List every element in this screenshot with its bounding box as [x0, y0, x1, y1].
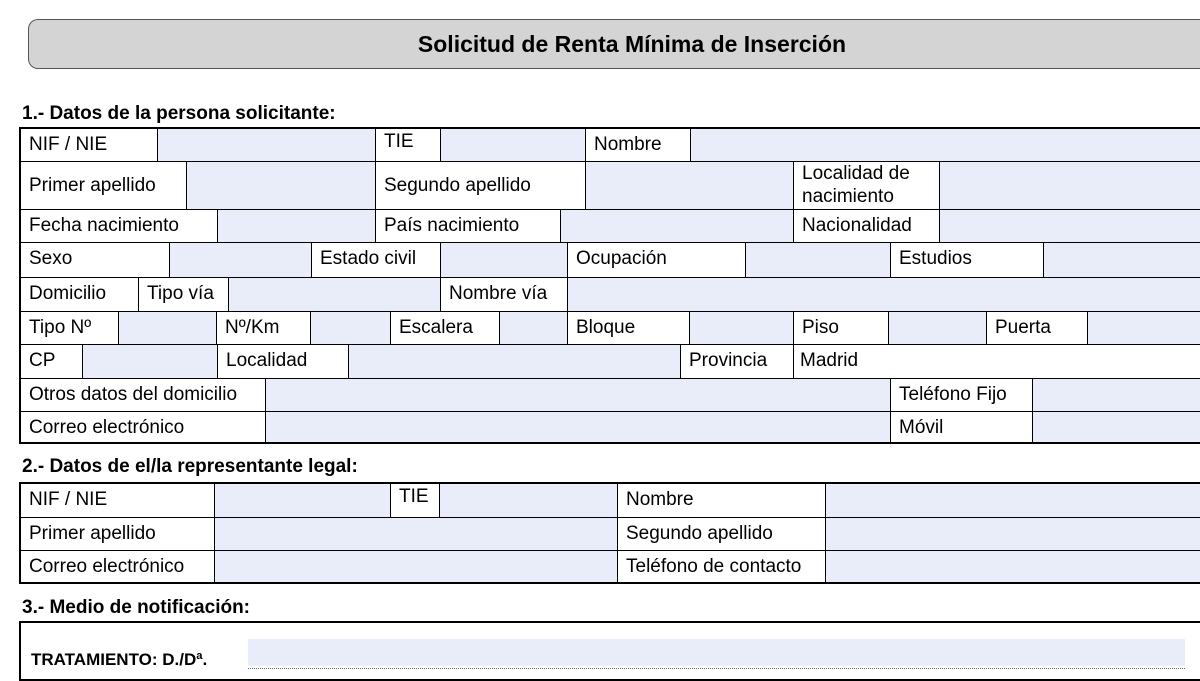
rep-telefono-contacto-field[interactable] — [826, 551, 1200, 582]
bloque-field[interactable] — [690, 312, 794, 345]
rep-label-segundo-apellido: Segundo apellido — [618, 518, 826, 551]
cp-field[interactable] — [83, 345, 218, 379]
label-tie: TIE — [376, 129, 441, 162]
tipo-n-field[interactable] — [119, 312, 217, 345]
label-nacionalidad: Nacionalidad — [794, 210, 940, 243]
label-fecha-nacimiento: Fecha nacimiento — [21, 210, 218, 243]
label-nombre-via: Nombre vía — [441, 278, 568, 312]
fecha-nacimiento-field[interactable] — [218, 210, 376, 243]
movil-field[interactable] — [1033, 412, 1200, 442]
rep-label-nif-nie: NIF / NIE — [21, 484, 215, 518]
piso-field[interactable] — [889, 312, 987, 345]
rep-tie-field[interactable] — [440, 484, 618, 518]
n-km-field[interactable] — [311, 312, 391, 345]
tie-field[interactable] — [441, 129, 586, 162]
provincia-field[interactable]: Madrid — [794, 345, 1200, 379]
tipo-via-field[interactable] — [229, 278, 441, 312]
label-tipo-n: Tipo Nº — [21, 312, 119, 345]
tratamiento-underline — [248, 668, 1185, 669]
section-2-table — [19, 482, 1200, 584]
otros-datos-field[interactable] — [266, 379, 891, 412]
estudios-field[interactable] — [1044, 243, 1200, 278]
label-localidad-nacimiento: Localidad de nacimiento — [794, 162, 940, 210]
rep-correo-field[interactable] — [215, 551, 618, 582]
rep-label-primer-apellido: Primer apellido — [21, 518, 215, 551]
escalera-field[interactable] — [500, 312, 568, 345]
label-escalera: Escalera — [391, 312, 500, 345]
label-movil: Móvil — [891, 412, 1033, 442]
label-otros-datos: Otros datos del domicilio — [21, 379, 266, 412]
localidad-field[interactable] — [349, 345, 681, 379]
rep-nif-nie-field[interactable] — [215, 484, 391, 518]
label-domicilio: Domicilio — [21, 278, 139, 312]
label-ocupacion: Ocupación — [568, 243, 746, 278]
ocupacion-field[interactable] — [746, 243, 891, 278]
label-telefono-fijo: Teléfono Fijo — [891, 379, 1033, 412]
label-tipo-via: Tipo vía — [139, 278, 229, 312]
estado-civil-field[interactable] — [441, 243, 568, 278]
pais-nacimiento-field[interactable] — [561, 210, 794, 243]
nif-nie-field[interactable] — [158, 129, 376, 162]
label-n-km: Nº/Km — [217, 312, 311, 345]
rep-segundo-apellido-field[interactable] — [826, 518, 1200, 551]
nombre-field[interactable] — [691, 129, 1200, 162]
rep-label-tie: TIE — [391, 484, 440, 518]
section-1-table — [19, 127, 1200, 444]
rep-label-correo: Correo electrónico — [21, 551, 215, 582]
section-1-heading: 1.- Datos de la persona solicitante: — [22, 103, 336, 124]
tratamiento-label: TRATAMIENTO: D./Dª. — [31, 650, 208, 669]
rep-nombre-field[interactable] — [826, 484, 1200, 518]
label-estudios: Estudios — [891, 243, 1044, 278]
nombre-via-field[interactable] — [568, 278, 1200, 312]
telefono-fijo-field[interactable] — [1033, 379, 1200, 412]
nacionalidad-field[interactable] — [940, 210, 1200, 243]
section-3-heading: 3.- Medio de notificación: — [22, 597, 251, 618]
label-segundo-apellido: Segundo apellido — [376, 162, 586, 210]
label-estado-civil: Estado civil — [312, 243, 441, 278]
localidad-nacimiento-field[interactable] — [940, 162, 1200, 210]
label-provincia: Provincia — [681, 345, 794, 379]
label-primer-apellido: Primer apellido — [21, 162, 187, 210]
correo-field[interactable] — [266, 412, 891, 442]
label-correo: Correo electrónico — [21, 412, 266, 442]
tratamiento-field[interactable] — [248, 639, 1185, 666]
puerta-field[interactable] — [1088, 312, 1200, 345]
rep-label-nombre: Nombre — [618, 484, 826, 518]
rep-primer-apellido-field[interactable] — [215, 518, 618, 551]
label-sexo: Sexo — [21, 243, 170, 278]
sexo-field[interactable] — [170, 243, 312, 278]
form-title-bar — [28, 19, 1200, 69]
label-pais-nacimiento: País nacimiento — [376, 210, 561, 243]
rep-label-telefono-contacto: Teléfono de contacto — [618, 551, 826, 582]
primer-apellido-field[interactable] — [187, 162, 376, 210]
label-puerta: Puerta — [987, 312, 1088, 345]
segundo-apellido-field[interactable] — [586, 162, 794, 210]
section-2-heading: 2.- Datos de el/la representante legal: — [22, 456, 358, 477]
label-bloque: Bloque — [568, 312, 690, 345]
label-nombre: Nombre — [586, 129, 691, 162]
label-cp: CP — [21, 345, 83, 379]
label-nif-nie: NIF / NIE — [21, 129, 158, 162]
label-piso: Piso — [794, 312, 889, 345]
label-localidad: Localidad — [218, 345, 349, 379]
form-title: Solicitud de Renta Mínima de Inserción — [417, 30, 847, 57]
